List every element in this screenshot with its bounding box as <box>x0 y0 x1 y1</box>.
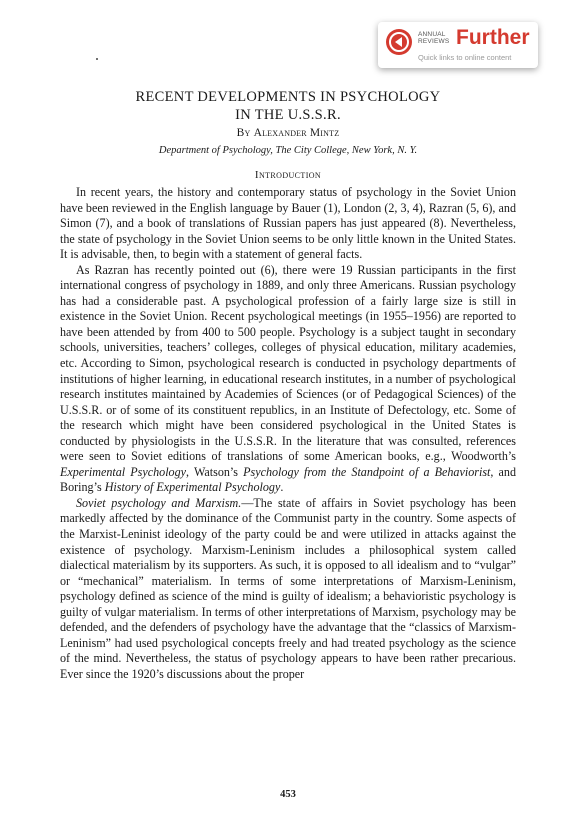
annual-reviews-further-badge[interactable] <box>378 22 538 68</box>
book-title-1: Experimental Psychology <box>60 464 187 479</box>
badge-brand: Further <box>456 26 530 49</box>
paragraph-3 <box>60 496 516 683</box>
section-heading: Introduction <box>254 169 322 181</box>
paragraph-2 <box>60 263 516 496</box>
author-affiliation: Department of Psychology, The City College, New York, N. Y. <box>158 145 418 156</box>
paragraph-2-text-d: . <box>280 480 284 495</box>
author-name: Alexander Mintz <box>253 127 340 139</box>
badge-publisher-line1: ANNUAL <box>418 31 446 38</box>
paragraph-2-text-a: As Razran has recently pointed out (6), there were 19 Russian participants in the first international congress of psychology in 1889, and only three Americans. Russian psychology has had a considerable past. A psychological profession of a fairly large size is still in existence in the Soviet Union. Recent psychological meetings (in 1955–1956) are reported to have been attended by from 400 to 500 people. Psychology is a subject taught in secondary schools, universities, teachers’ colleges, colleges of physical education, military academies, etc. According to Simon, psychological research is conducted in psychology departments of institutions of higher learning, in educational research institutes, in a number of psychological research institutes maintained by Academies of Sciences (or of Pedagogical Sciences) of the U.S.S.R. or of some of its constituent republics, in an Institute of Defectology, etc. Some of the research which might have been considered psychological in the United States is conducted by physiologists in the U.S.S.R. In the literature that was consulted, references were seen to Soviet editions of translations of some American books, e.g., Woodworth’s <box>60 262 516 464</box>
paragraph-3-text: —The state of affairs in Soviet psychology has been markedly affected by the dominance of the Communist party in the country. Some aspects of the Marxist-Leninist ideology of the party could be and were utilized in attacks against the existence of psychology. Marxism-Leninism includes a philosophical system called dialectical materialism by its supporters. As such, it is opposed to all idealism and to “vulgar” or “mechanical” materialism. In terms of some interpretations of Marxism-Leninism, psychology defined as science of the mind is guilty of idealism; a behavioristic psychology is guilty of vulgar materialism. In terms of other interpretations of Marxism, psychology may be defended, and the defenders of psychology have the advantage that the “classics of Marxism-Leninism” had used psychological concepts freely and had treated psychology as the science of the mind. Nevertheless, the status of psychology appears to have been rather precarious. Ever since the 1920’s discussions about the proper <box>60 495 516 681</box>
play-icon <box>386 29 412 55</box>
badge-publisher-line2: REVIEWS <box>418 38 450 45</box>
stray-mark <box>96 58 98 60</box>
title-line-2: IN THE U.S.S.R. <box>235 107 341 123</box>
book-title-2: Psychology from the Standpoint of a Behaviorist <box>243 464 491 479</box>
paragraph-2-text-c: , and Boring’s <box>60 464 516 495</box>
author-line <box>60 127 516 139</box>
subsection-runin-heading: Soviet psychology and Marxism. <box>76 495 242 510</box>
page-number: 453 <box>280 789 296 800</box>
paragraph-1: In recent years, the history and contemporary status of psychology in the Soviet Union have been reviewed in the English language by Bauer (1), London (2, 3, 4), Razran (5, 6), and Simon (7), and a book of translations of Russian papers has just appeared (8). Nevertheless, the state of psychology in the Soviet Union seems to be only little known in the United States. It is advisable, then, to begin with a statement of general facts. <box>60 185 516 262</box>
badge-tagline: Quick links to online content <box>418 53 512 62</box>
badge-publisher <box>418 31 449 45</box>
book-title-3: History of Experimental Psychology <box>104 480 281 495</box>
title-line-1: RECENT DEVELOPMENTS IN PSYCHOLOGY <box>135 89 441 105</box>
article-title <box>60 88 516 124</box>
article-body <box>60 185 516 683</box>
author-prefix: By <box>236 127 251 139</box>
paragraph-2-text-b: , Watson’s <box>186 464 244 479</box>
